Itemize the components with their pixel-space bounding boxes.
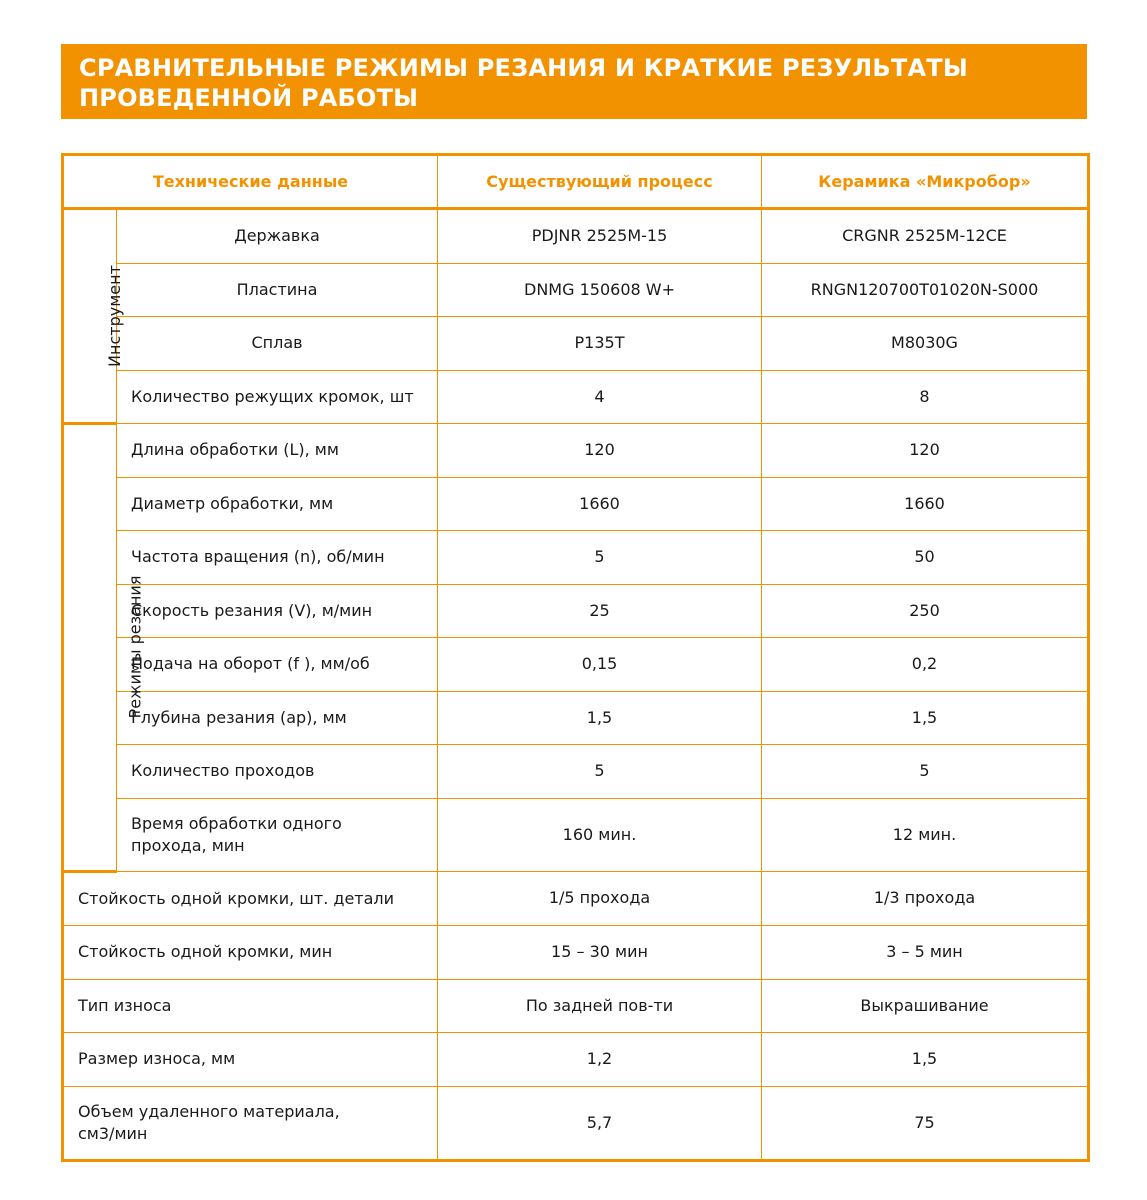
value-ceramic: 75 [762, 1086, 1089, 1160]
value-existing: 5 [438, 531, 762, 585]
value-ceramic: 1/3 прохода [762, 871, 1089, 926]
table-row [63, 584, 1089, 638]
value-existing: P135T [438, 317, 762, 371]
value-ceramic: 8 [762, 370, 1089, 424]
value-existing: По задней пов-ти [438, 979, 762, 1033]
row-label-line-2: прохода, мин [131, 835, 245, 855]
title-line-1: СРАВНИТЕЛЬНЫЕ РЕЖИМЫ РЕЗАНИЯ И КРАТКИЕ РЕЗУЛЬТАТЫ [79, 54, 968, 82]
row-label: Частота вращения (n), об/мин [117, 531, 438, 585]
value-ceramic: 3 – 5 мин [762, 926, 1089, 980]
value-existing: 4 [438, 370, 762, 424]
table-row [63, 691, 1089, 745]
row-label: Стойкость одной кромки, мин [63, 926, 438, 980]
table-row [63, 263, 1089, 317]
value-ceramic: 12 мин. [762, 798, 1089, 871]
row-label: Количество проходов [117, 745, 438, 799]
row-label: Количество режущих кромок, шт [117, 370, 438, 424]
value-existing: 25 [438, 584, 762, 638]
value-ceramic: RNGN120700T01020N-S000 [762, 263, 1089, 317]
table-row [63, 1086, 1089, 1160]
value-existing: 120 [438, 424, 762, 478]
value-existing: 15 – 30 мин [438, 926, 762, 980]
row-label: Скорость резания (V), м/мин [117, 584, 438, 638]
table-row [63, 531, 1089, 585]
row-label: Пластина [117, 263, 438, 317]
value-existing: 160 мин. [438, 798, 762, 871]
title-line-2: ПРОВЕДЕННОЙ РАБОТЫ [79, 84, 419, 112]
row-label: Длина обработки (L), мм [117, 424, 438, 478]
row-label: Стойкость одной кромки, шт. детали [63, 871, 438, 926]
row-label-line-1: Объем удаленного материала, [78, 1101, 340, 1121]
value-existing: 1,2 [438, 1033, 762, 1087]
row-label-line-1: Время обработки одного [131, 813, 342, 833]
row-label: Диаметр обработки, мм [117, 477, 438, 531]
value-ceramic: 5 [762, 745, 1089, 799]
table-row [63, 871, 1089, 926]
value-existing: DNMG 150608 W+ [438, 263, 762, 317]
value-ceramic: 1660 [762, 477, 1089, 531]
header-row [63, 155, 1089, 209]
value-existing: 1660 [438, 477, 762, 531]
value-existing: PDJNR 2525M-15 [438, 209, 762, 264]
value-ceramic: Выкрашивание [762, 979, 1089, 1033]
table-row [63, 477, 1089, 531]
comparison-table [61, 153, 1090, 1162]
row-label-line-2: см3/мин [78, 1123, 148, 1143]
value-existing: 1/5 прохода [438, 871, 762, 926]
table-row [63, 638, 1089, 692]
value-existing: 0,15 [438, 638, 762, 692]
row-label: Размер износа, мм [63, 1033, 438, 1087]
value-ceramic: 1,5 [762, 1033, 1089, 1087]
title-banner [61, 44, 1087, 119]
table-row [63, 926, 1089, 980]
value-ceramic: 0,2 [762, 638, 1089, 692]
value-existing: 5 [438, 745, 762, 799]
value-existing: 5,7 [438, 1086, 762, 1160]
table-row [63, 1033, 1089, 1087]
header-existing: Существующий процесс [438, 155, 762, 209]
row-label: Тип износа [63, 979, 438, 1033]
row-label: Подача на оборот (f ), мм/об [117, 638, 438, 692]
table-row [63, 979, 1089, 1033]
value-existing: 1,5 [438, 691, 762, 745]
table-row [63, 370, 1089, 424]
group-tool-label: Инструмент [104, 265, 124, 367]
value-ceramic: 120 [762, 424, 1089, 478]
row-label [63, 1086, 438, 1160]
table-row [63, 317, 1089, 371]
value-ceramic: CRGNR 2525M-12CE [762, 209, 1089, 264]
value-ceramic: 1,5 [762, 691, 1089, 745]
table-row [63, 424, 1089, 478]
table-row [63, 745, 1089, 799]
group-cutting-label: Режимы резания [125, 575, 145, 719]
value-ceramic: 50 [762, 531, 1089, 585]
row-label [117, 798, 438, 871]
row-label: Глубина резания (ap), мм [117, 691, 438, 745]
group-tool [63, 209, 124, 424]
row-label: Сплав [117, 317, 438, 371]
header-tech: Технические данные [63, 155, 438, 209]
group-cutting [63, 424, 145, 872]
value-ceramic: M8030G [762, 317, 1089, 371]
row-label: Державка [117, 209, 438, 264]
value-ceramic: 250 [762, 584, 1089, 638]
header-ceramic: Керамика «Микробор» [762, 155, 1089, 209]
table-row [63, 798, 1089, 871]
table-row [63, 209, 1089, 264]
